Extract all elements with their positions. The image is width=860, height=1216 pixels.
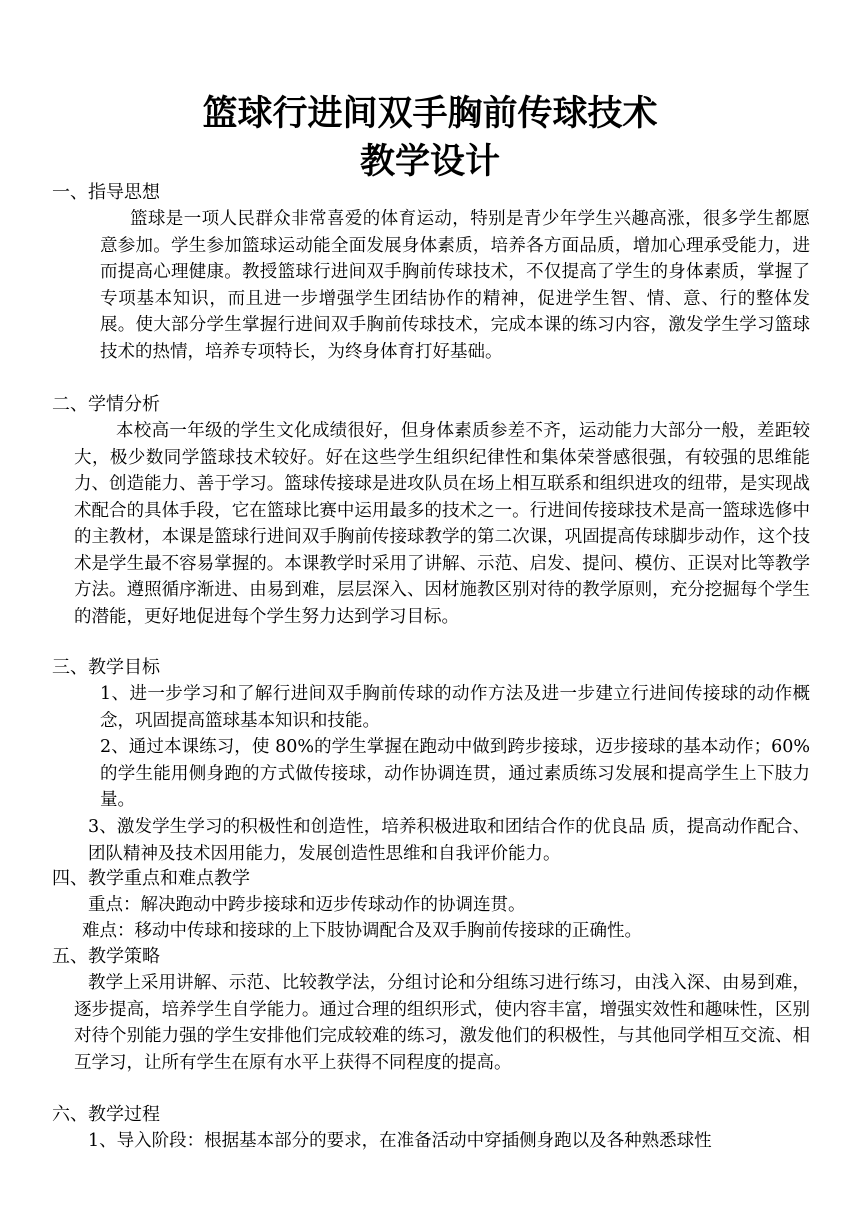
objective-item-3: 3、激发学生学习的积极性和创造性，培养积极进取和团结合作的优良品 质，提高动作配合、团队精神及技术因用能力，发展创造性思维和自我评价能力。: [88, 817, 810, 864]
section-heading-teaching-strategy: 五、教学策略: [52, 946, 160, 967]
document-subtitle: 教学设计: [359, 141, 500, 182]
teaching-process-step-1: 1、导入阶段：根据基本部分的要求，在准备活动中穿插侧身跑以及各种熟悉球性: [88, 1131, 712, 1151]
objective-item-2: 2、通过本课练习，使 80%的学生掌握在跑动中做到跨步接球，迈步接球的基本动作；60%的学生能用侧身跑的方式做传接球，动作协调连贯，通过素质练习发展和提高学生上下肢力量。: [100, 737, 810, 810]
section-heading-teaching-objectives: 三、教学目标: [52, 657, 160, 678]
student-analysis-paragraph: 本校高一年级的学生文化成绩很好，但身体素质参差不齐，运动能力大部分一般，差距较大，极少数同学篮球技术较好。好在这些学生组织纪律性和集体荣誉感很强，有较强的思维能力、创造能力、善于学习。篮球传接球是进攻队员在场上相互联系和组织进攻的纽带，是实现战术配合的具体手段，它在篮球比赛中运用最多的技术之一。行进间传接球技术是高一篮球选修中的主教材，本课是篮球行进间双手胸前传接球教学的第二次课，巩固提高传球脚步动作，这个技术是学生最不容易掌握的。本课教学时采用了讲解、示范、启发、提问、模仿、正误对比等教学方法。遵照循序渐进、由易到难，层层深入、因材施教区别对待的教学原则，充分挖掘每个学生的潜能，更好地促进每个学生努力达到学习目标。: [74, 421, 810, 627]
section-heading-guiding-ideology: 一、指导思想: [52, 182, 160, 203]
section-heading-student-analysis: 二、学情分析: [52, 394, 160, 415]
guiding-ideology-paragraph: 篮球是一项人民群众非常喜爱的体育运动，特别是青少年学生兴趣高涨，很多学生都愿意参加。学生参加篮球运动能全面发展身体素质，培养各方面品质，增加心理承受能力，进而提高心理健康。教授篮球行进间双手胸前传球技术，不仅提高了学生的身体素质，掌握了专项基本知识，而且进一步增强学生团结协作的精神，促进学生智、情、意、行的整体发展。使大部分学生掌握行进间双手胸前传球技术，完成本课的练习内容，激发学生学习篮球技术的热情，培养专项特长，为终身体育打好基础。: [100, 209, 810, 362]
section-heading-key-points: 四、教学重点和难点教学: [52, 868, 250, 889]
difficult-point-text: 难点：移动中传球和接球的上下肢协调配合及双手胸前传接球的正确性。: [82, 921, 642, 941]
teaching-strategy-paragraph: 教学上采用讲解、示范、比较教学法，分组讨论和分组练习进行练习，由浅入深、由易到难，逐步提高，培养学生自学能力。通过合理的组织形式，使内容丰富，增强实效性和趣味性，区别对待个别能力强的学生安排他们完成较难的练习，激发他们的积极性，与其他同学相互交流、相互学习，让所有学生在原有水平上获得不同程度的提高。: [74, 973, 810, 1073]
key-point-text: 重点：解决跑动中跨步接球和迈步传球动作的协调连贯。: [88, 895, 526, 915]
document-title: 篮球行进间双手胸前传球技术: [202, 93, 658, 134]
objective-item-1: 1、进一步学习和了解行进间双手胸前传球的动作方法及进一步建立行进间传接球的动作概念，巩固提高篮球基本知识和技能。: [100, 684, 810, 731]
section-heading-teaching-process: 六、教学过程: [52, 1104, 160, 1125]
